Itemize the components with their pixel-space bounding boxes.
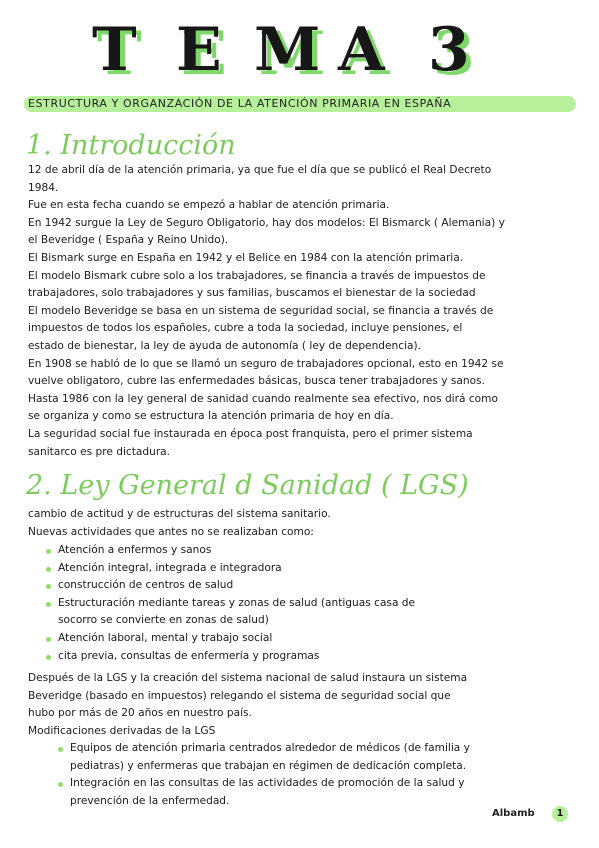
list-item [46, 648, 536, 666]
text-line: estado de bienestar, la ley de ayuda de autonomía ( ley de dependencia). [28, 339, 421, 352]
text-line: Modificaciones derivadas de la LGS [28, 724, 216, 737]
text-line: En 1942 surgue la Ley de Seguro Obligatorio, hay dos modelos: El Bismarck ( Alemania) y [28, 216, 505, 229]
list-item-text: cita previa, consultas de enfermería y programas [58, 649, 320, 662]
text-line: Después de la LGS y la creación del sistema nacional de salud instaura un sistema [28, 672, 468, 684]
section-heading-lgs: 2. Ley General d Sanidad ( LGS) [26, 470, 469, 501]
section-heading-introduction: 1. Introducción [26, 130, 236, 161]
title-letter: T [92, 15, 137, 85]
text-line: 12 de abril día de la atención primaria, ya que fue el día que se publicó el Real Decreto [28, 164, 492, 176]
list-item [46, 577, 536, 595]
section-intro-lgs [28, 506, 558, 541]
list-item-text: pediatras) y enfermeras que trabajan en régimen de dedicación completa. [70, 759, 467, 772]
list-item-text: construcción de centros de salud [58, 579, 234, 592]
text-line: trabajadores, solo trabajadores y sus familias, buscamos el bienestar de la sociedad [28, 287, 476, 300]
list-item-text: Atención integral, integrada e integradora [58, 561, 282, 574]
list-item [46, 630, 536, 648]
section-body-introduction [28, 162, 558, 461]
text-line: El modelo Beveridge se basa en un sistema de seguridad social, se financia a través de [28, 304, 494, 317]
title-letter: A [338, 15, 385, 85]
text-line: Fue en esta fecha cuando se empezó a hablar de atención primaria. [28, 199, 390, 212]
text-line: En 1908 se habló de lo que se llamó un seguro de trabajadores opcional, esto en 1942 se [28, 357, 504, 370]
text-line: se organiza y como se estructura la atención primaria de hoy en día. [28, 410, 394, 423]
title-letter: 3 [428, 15, 470, 85]
section-after-lgs [28, 670, 558, 740]
text-line: cambio de actitud y de estructuras del sistema sanitario. [28, 508, 331, 520]
text-line: La seguridad social fue instaurada en época post franquista, pero el primer sistema [28, 427, 473, 440]
text-line: Nuevas actividades que antes no se realizaban como: [28, 525, 314, 538]
list-item-text: prevención de la enfermedad. [70, 794, 230, 807]
page-subtitle: ESTRUCTURA Y ORGANZACIÓN DE LA ATENCIÓN PRIMARIA EN ESPAÑA [28, 97, 452, 110]
bullet-list-activities [46, 542, 536, 665]
title-letter: M [254, 15, 321, 85]
list-item-text: Atención laboral, mental y trabajo social [58, 631, 273, 644]
page-header-title [0, 15, 599, 85]
text-line: Hasta 1986 con la ley general de sanidad cuando realmente sea efectivo, nos dirá como [28, 392, 498, 405]
text-line: El modelo Bismark cubre solo a los trabajadores, se financia a través de impuestos de [28, 269, 486, 282]
text-line: impuestos de todos los españoles, cubre a toda la sociedad, incluye pensiones, el [28, 322, 463, 335]
list-item [46, 595, 536, 630]
list-item [58, 740, 548, 775]
list-item-text: Atención a enfermos y sanos [58, 544, 212, 556]
list-item-text: Equipos de atención primaria centrados alrededor de médicos (de familia y [70, 742, 470, 754]
list-item-text: Integración en las consultas de las actividades de promoción de la salud y [70, 777, 465, 790]
text-line: vuelve obligatoro, cubre las enfermedades básicas, busca tener trabajadores y sanos. [28, 375, 485, 388]
list-item [58, 775, 548, 810]
text-line: El Bismark surge en España en 1942 y el Belice en 1984 con la atención primaria. [28, 251, 464, 264]
list-item [46, 560, 536, 578]
page-number-badge: 1 [552, 806, 568, 822]
text-line: el Beveridge ( España y Reino Unido). [28, 234, 229, 247]
author-name: Albamb [492, 808, 535, 819]
title-letter: E [176, 15, 222, 85]
text-line: Beveridge (basado en impuestos) relegando el sistema de seguridad social que [28, 689, 451, 702]
text-line: sanitarco es pre dictadura. [28, 445, 171, 458]
text-line: 1984. [28, 181, 59, 194]
list-item-text: Estructuración mediante tareas y zonas de salud (antiguas casa de [58, 596, 416, 609]
list-item-text: socorro se convierte en zonas de salud) [58, 614, 269, 627]
text-line: hubo por más de 20 años en nuestro país. [28, 707, 252, 720]
bullet-list-modifications [58, 740, 548, 810]
list-item [46, 542, 536, 560]
